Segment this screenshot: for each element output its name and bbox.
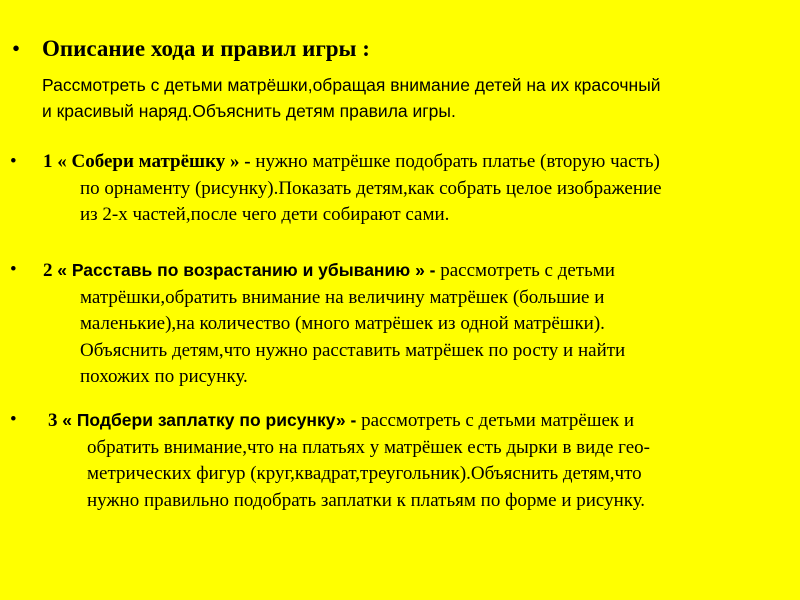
item-number: 2	[43, 260, 53, 281]
item-line: по орнаменту (рисунку).Показать детям,как собрать целое изображение	[80, 177, 662, 199]
item-first-line-text: нужно матрёшке подобрать платье (вторую часть)	[250, 151, 660, 172]
item-line: матрёшки,обратить внимание на величину матрёшек (большие и	[80, 286, 605, 308]
slide-heading	[12, 36, 370, 62]
item-title: « Подбери заплатку по рисунку» -	[62, 410, 357, 430]
intro-paragraph	[42, 72, 787, 124]
bullet: •	[10, 151, 17, 172]
heading-bullet: •	[12, 36, 21, 61]
item-title: « Собери матрёшку » -	[57, 151, 251, 172]
item-number: 1	[43, 151, 53, 172]
item-first-line	[0, 149, 790, 176]
bullet: •	[10, 409, 17, 430]
item-line: Объяснить детям,что нужно расставить матрёшек по росту и найти	[80, 339, 626, 361]
heading-text: Описание хода и правил игры :	[42, 36, 370, 61]
intro-line: Рассмотреть с детьми матрёшки,обращая внимание детей на их красочный	[42, 75, 661, 95]
item-line: обратить внимание,что на платьях у матрёшек есть дырки в виде гео-	[87, 436, 650, 458]
item-line: метрических фигур (круг,квадрат,треугольник).Объяснить детям,что	[87, 463, 642, 484]
item-line: похожих по рисунку.	[80, 366, 248, 387]
item-first-line-text: рассмотреть с детьми	[435, 260, 615, 281]
item-line: маленькие),на количество (много матрёшек из одной матрёшки).	[80, 313, 605, 334]
game-rule-item-2	[0, 257, 790, 391]
item-first-line-text: рассмотреть с детьми матрёшек и	[356, 410, 635, 431]
game-rule-item-3	[0, 407, 790, 514]
item-line: из 2-х частей,после чего дети собирают сами.	[80, 204, 450, 225]
bullet: •	[10, 259, 17, 280]
game-rule-item-1	[0, 149, 790, 229]
item-first-line	[0, 257, 790, 285]
item-number: 3	[48, 410, 58, 431]
item-first-line	[0, 407, 790, 435]
item-title: « Расставь по возрастанию и убыванию » -	[57, 260, 436, 280]
item-line: нужно правильно подобрать заплатки к платьям по форме и рисунку.	[87, 489, 646, 511]
intro-line: и красивый наряд.Объяснить детям правила игры.	[42, 101, 456, 121]
